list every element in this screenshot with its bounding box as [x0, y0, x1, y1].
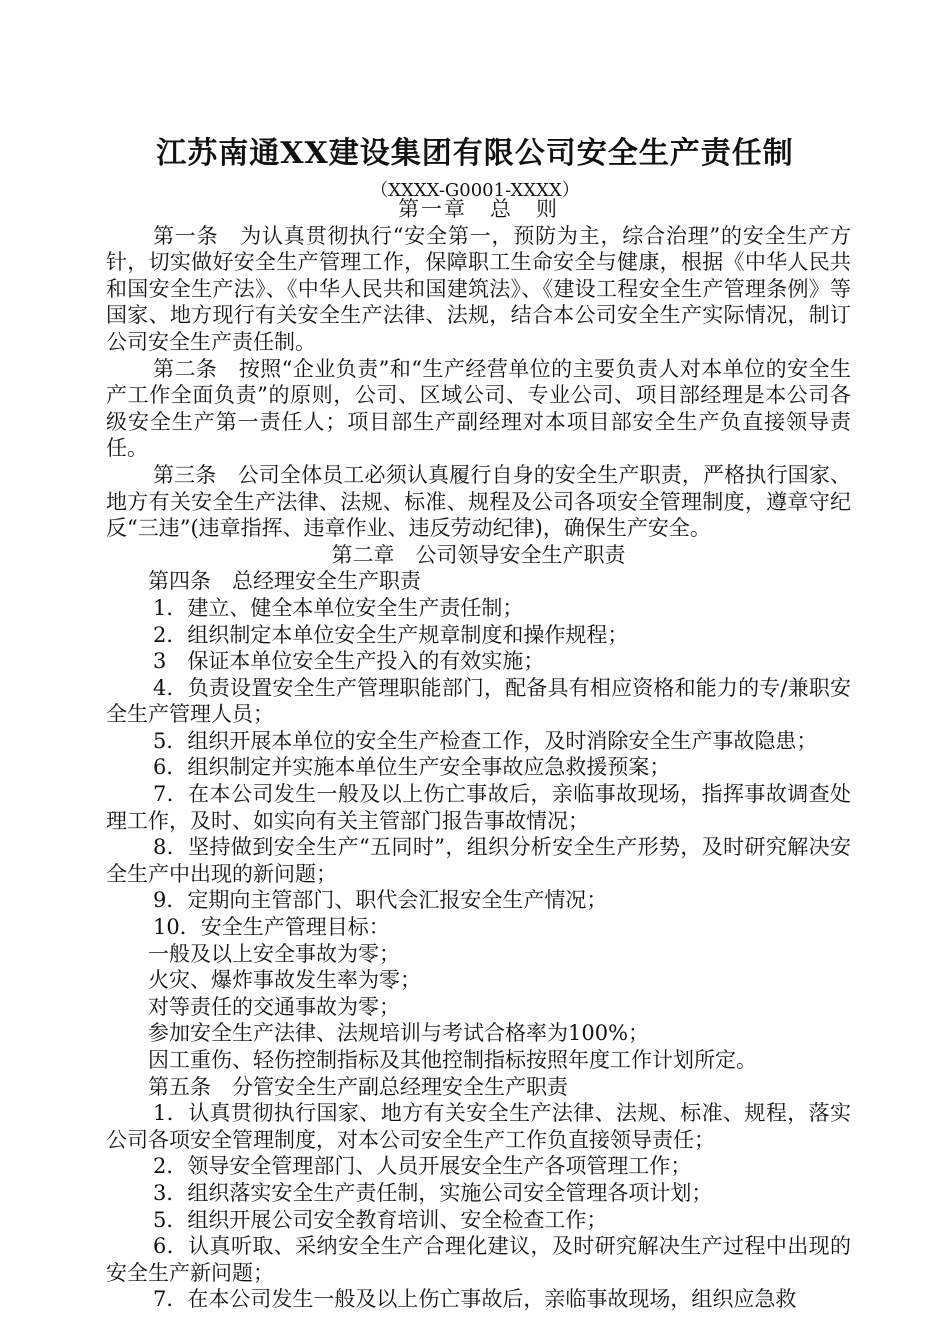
article-5-item: 1．认真贯彻执行国家、地方有关安全生产法律、法规、标准、规程，落实公司各项安全管理制度，对本公司安全生产工作负直接领导责任；: [106, 1101, 851, 1152]
article-5-item: 2．领导安全管理部门、人员开展安全生产各项管理工作；: [153, 1154, 692, 1179]
article-4-item: 2．组织制定本单位安全生产规章制度和操作规程；: [153, 622, 629, 647]
article-4-item: 5．组织开展本单位的安全生产检查工作，及时消除安全生产事故隐患；: [153, 728, 818, 753]
target-item: 因工重伤、轻伤控制指标及其他控制指标按照年度工作计划所定。: [148, 1048, 757, 1072]
target-item: 一般及以上安全事故为零；: [148, 941, 400, 966]
article-5-title: 第五条 分管安全生产副总经理安全生产职责: [148, 1074, 568, 1099]
article-5-item: 3．组织落实安全生产责任制，实施公司安全管理各项计划；: [153, 1180, 713, 1205]
article-4-title: 第四条 总经理安全生产职责: [148, 569, 421, 594]
chapter-2-heading: 第二章 公司领导安全生产职责: [331, 542, 626, 567]
article-4-item: 8．坚持做到安全生产“五同时”，组织分析安全生产形势，及时研究解决安全生产中出现的新问题；: [106, 835, 851, 886]
document-title: 江苏南通XX建设集团有限公司安全生产责任制: [156, 136, 794, 171]
target-item: 火灾、爆炸事故发生率为零；: [148, 968, 421, 993]
document-code: （XXXX-G0001-XXXX）: [370, 180, 580, 201]
article-5-item: 6．认真听取、采纳安全生产合理化建议，及时研究解决生产过程中出现的安全生产新问题；: [106, 1234, 851, 1285]
document-body: [106, 196, 851, 1313]
target-item: 对等责任的交通事故为零；: [148, 994, 400, 1019]
article-2: 第二条 按照“企业负责”和“生产经营单位的主要负责人对本单位的安全生产工作全面负责”的原则，公司、区域公司、专业公司、项目部经理是本公司各级安全生产第一责任人；项目部生产副经理对本项目部安全生产负直接领导责任。: [106, 356, 851, 461]
article-4-item: 4．负责设置安全生产管理职能部门，配备具有相应资格和能力的专/兼职安全生产管理人员；: [106, 675, 851, 727]
article-4-item: 10．安全生产管理目标：: [153, 915, 390, 940]
article-4-item: 1．建立、健全本单位安全生产责任制；: [153, 595, 524, 620]
article-3: 第三条 公司全体员工必须认真履行自身的安全生产职责，严格执行国家、地方有关安全生产法律、法规、标准、规程及公司各项安全管理制度，遵章守纪反“三违”(违章指挥、违章作业、违反劳动纪律)，确保生产安全。: [106, 462, 851, 541]
article-1: 第一条 为认真贯彻执行“安全第一，预防为主，综合治理”的安全生产方针，切实做好安全生产管理工作，保障职工生命安全与健康，根据《中华人民共和国安全生产法》、《中华人民共和国建筑法》、《建设工程安全生产管理条例》等国家、地方现行有关安全生产法律、法规，结合本公司安全生产实际情况，制订公司安全生产责任制。: [106, 223, 851, 354]
article-4-item: 3 保证本单位安全生产投入的有效实施；: [153, 649, 545, 674]
article-5-item: 7．在本公司发生一般及以上伤亡事故后，亲临事故现场，组织应急救: [153, 1287, 797, 1312]
article-4-item: 7．在本公司发生一般及以上伤亡事故后，亲临事故现场，指挥事故调查处理工作，及时、如实向有关主管部门报告事故情况；: [106, 782, 851, 833]
article-5-item: 5．组织开展公司安全教育培训、安全检查工作；: [153, 1207, 608, 1232]
chapter-1-heading: 第一章 总 则: [398, 197, 559, 221]
article-4-item: 6．组织制定并实施本单位生产安全事故应急救援预案；: [153, 755, 671, 780]
target-item: 参加安全生产法律、法规培训与考试合格率为100%；: [148, 1021, 650, 1046]
article-4-item: 9．定期向主管部门、职代会汇报安全生产情况；: [153, 888, 608, 913]
